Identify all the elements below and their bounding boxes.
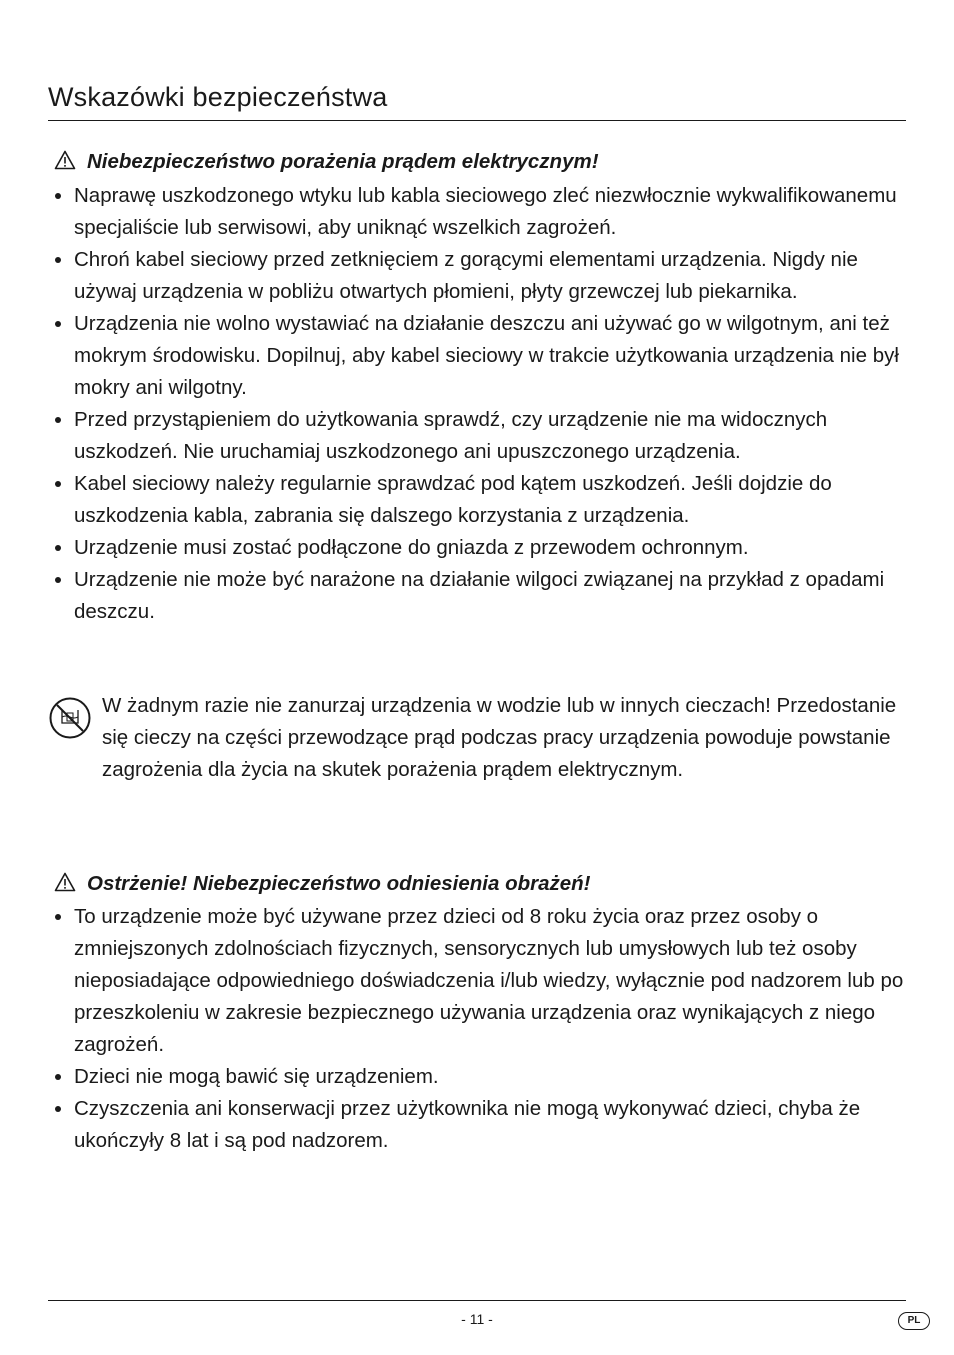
warning-triangle-icon	[54, 872, 76, 892]
injury-heading	[54, 872, 591, 896]
immersion-warning-text: W żadnym razie nie zanurzaj urządzenia w wodzie lub w innych cieczach! Przedostanie się cieczy na części przewodzące prąd podczas pracy urządzenia powoduje powstanie zagrożenia dla życia na skutek porażenia prądem elektrycznym.	[102, 694, 897, 781]
electric-shock-heading	[54, 150, 599, 174]
list-item: Naprawę uszkodzonego wtyku lub kabla sieciowego zleć niezwłocznie wykwalifikowanemu specjaliście lub serwisowi, aby uniknąć wszelkich zagrożeń.	[52, 180, 904, 244]
electric-shock-list	[52, 180, 904, 628]
language-badge: PL	[898, 1312, 930, 1330]
list-item: Kabel sieciowy należy regularnie sprawdzać pod kątem uszkodzeń. Jeśli dojdzie do uszkodzenia kabla, zabrania się dalszego korzystania z urządzenia.	[52, 468, 904, 532]
title-divider	[48, 120, 906, 121]
list-item: Chroń kabel sieciowy przed zetknięciem z gorącymi elementami urządzenia. Nigdy nie używaj urządzenia w pobliżu otwartych płomieni, płyty grzewczej lub piekarnika.	[52, 244, 904, 308]
no-immersion-icon	[48, 696, 92, 740]
list-item: Dzieci nie mogą bawić się urządzeniem.	[52, 1061, 904, 1093]
electric-shock-heading-text: Niebezpieczeństwo porażenia prądem elektrycznym!	[87, 150, 599, 173]
list-item: Przed przystąpieniem do użytkowania sprawdź, czy urządzenie nie ma widocznych uszkodzeń. Nie uruchamiaj uszkodzonego ani upuszczonego urządzenia.	[52, 404, 904, 468]
list-item: Urządzenie musi zostać podłączone do gniazda z przewodem ochronnym.	[52, 532, 904, 564]
warning-triangle-icon	[54, 150, 76, 170]
injury-heading-text: Ostrżenie! Niebezpieczeństwo odniesienia obrażeń!	[87, 872, 591, 895]
page-number: - 11 -	[461, 1311, 493, 1327]
page-title: Wskazówki bezpieczeństwa	[48, 82, 388, 112]
list-item: To urządzenie może być używane przez dzieci od 8 roku życia oraz przez osoby o zmniejszonych zdolnościach fizycznych, sensorycznych lub umysłowych lub też osoby nieposiadające odpowiedniego doświadczenia i/lub wiedzy, wyłącznie pod nadzorem lub po przeszkoleniu w zakresie bezpiecznego używania urządzenia oraz wynikających z niego zagrożeń.	[52, 901, 904, 1061]
injury-list	[52, 901, 904, 1157]
footer-divider	[48, 1300, 906, 1301]
list-item: Urządzenia nie wolno wystawiać na działanie deszczu ani używać go w wilgotnym, ani też mokrym środowisku. Dopilnuj, aby kabel sieciowy w trakcie użytkowania urządzenia nie był mokry ani wilgotny.	[52, 308, 904, 404]
list-item: Urządzenie nie może być narażone na działanie wilgoci związanej na przykład z opadami deszczu.	[52, 564, 904, 628]
list-item: Czyszczenia ani konserwacji przez użytkownika nie mogą wykonywać dzieci, chyba że ukończyły 8 lat i są pod nadzorem.	[52, 1093, 904, 1157]
